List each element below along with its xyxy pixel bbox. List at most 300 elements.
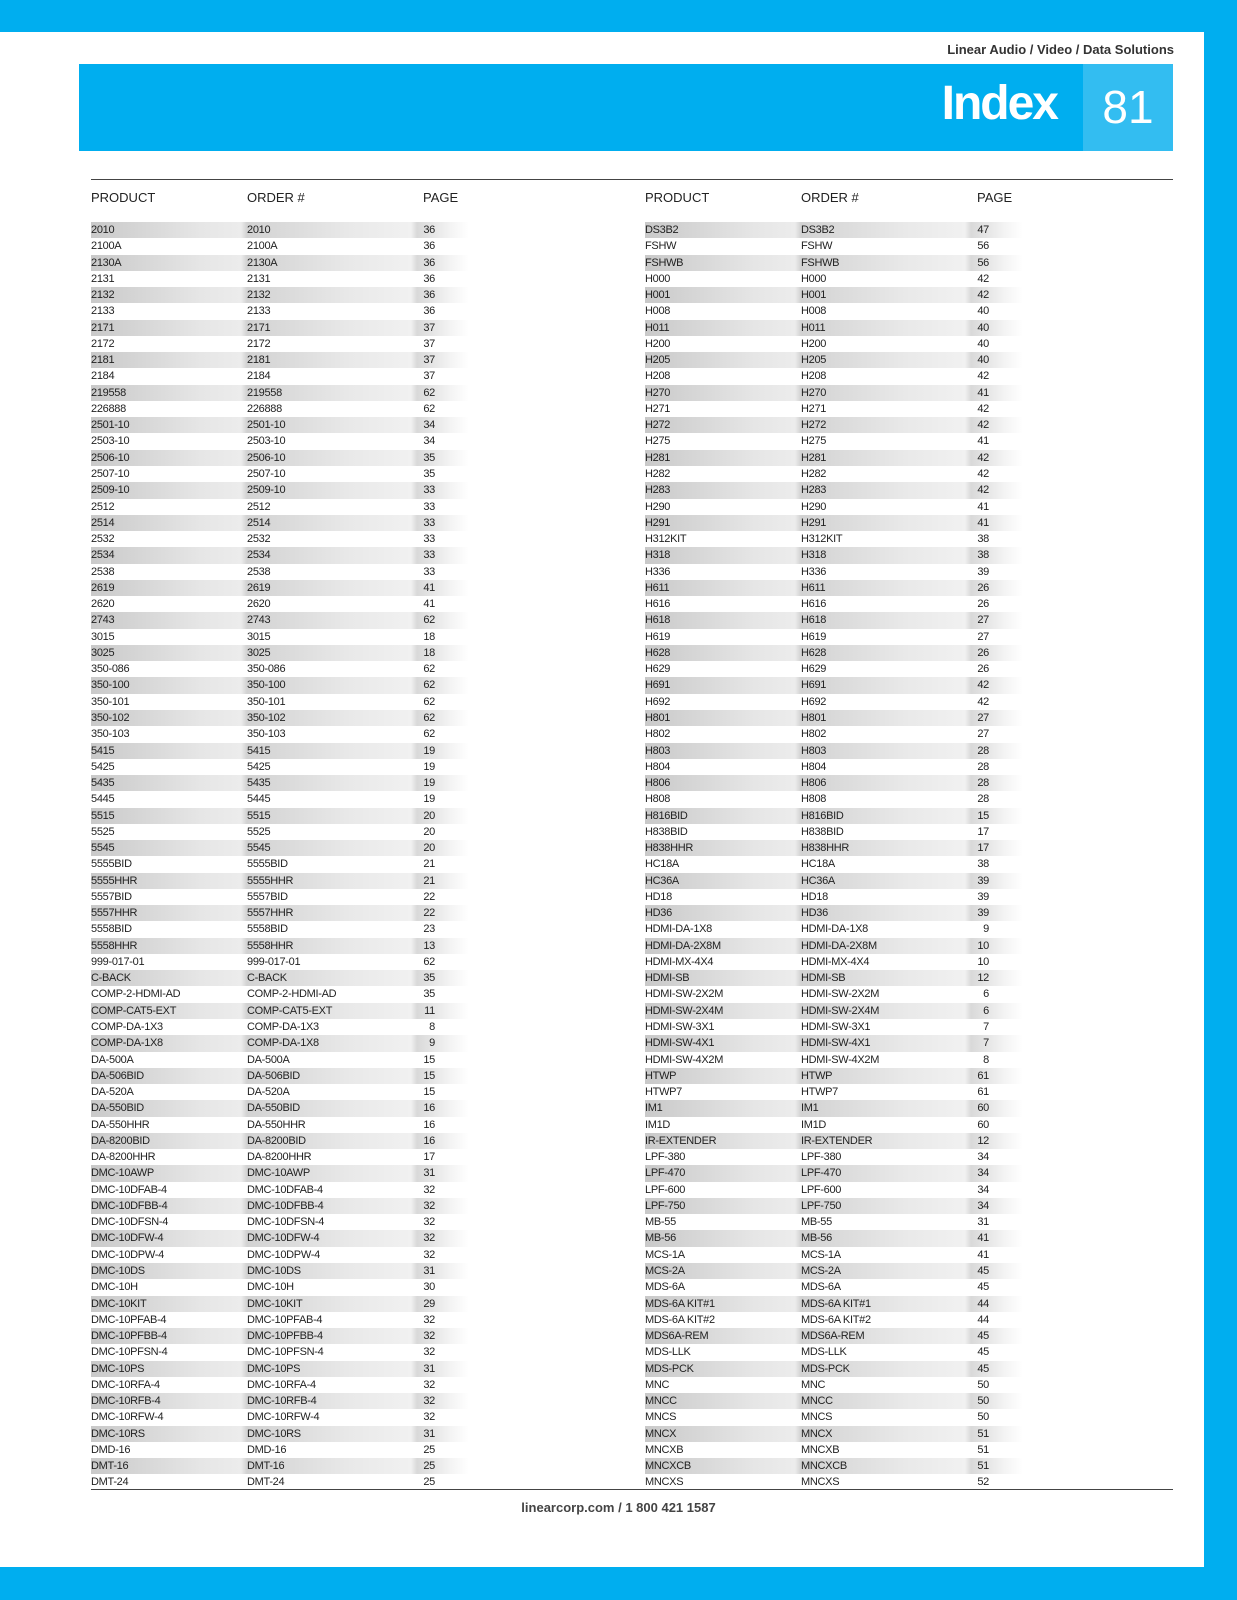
product-cell: 350-102 xyxy=(91,711,130,724)
product-cell: HDMI-SW-4X2M xyxy=(645,1053,724,1066)
product-cell: 2620 xyxy=(91,598,115,611)
table-row xyxy=(91,873,471,889)
page-cell: 32 xyxy=(423,1346,435,1359)
product-cell: COMP-DA-1X3 xyxy=(91,1021,163,1034)
order-cell: 5445 xyxy=(247,793,271,806)
order-cell: H008 xyxy=(801,305,827,318)
product-cell: DMC-10DFW-4 xyxy=(91,1232,164,1245)
table-header xyxy=(91,190,471,212)
table-row xyxy=(645,1100,1025,1116)
order-cell: H616 xyxy=(801,598,827,611)
page-cell: 50 xyxy=(977,1378,989,1391)
table-row xyxy=(645,1263,1025,1279)
order-cell: DMC-10RFB-4 xyxy=(247,1395,317,1408)
product-cell: COMP-2-HDMI-AD xyxy=(91,988,181,1001)
page-cell: 19 xyxy=(423,793,435,806)
page-cell: 34 xyxy=(423,435,435,448)
table-row xyxy=(645,1344,1025,1360)
product-cell: HD18 xyxy=(645,890,672,903)
product-cell: 2509-10 xyxy=(91,484,130,497)
order-cell: H692 xyxy=(801,695,827,708)
top-rule xyxy=(91,179,1173,180)
table-row xyxy=(91,612,471,628)
product-cell: DMC-10DPW-4 xyxy=(91,1248,164,1261)
order-cell: 350-086 xyxy=(247,663,286,676)
table-row xyxy=(645,238,1025,254)
order-cell: MNCC xyxy=(801,1395,833,1408)
order-cell: 2509-10 xyxy=(247,484,286,497)
product-cell: 5425 xyxy=(91,760,115,773)
product-cell: 2514 xyxy=(91,516,115,529)
product-cell: 2130A xyxy=(91,256,122,269)
order-cell: HDMI-SW-2X4M xyxy=(801,1004,880,1017)
product-cell: 2538 xyxy=(91,565,115,578)
order-cell: 350-100 xyxy=(247,679,286,692)
order-cell: 5515 xyxy=(247,809,271,822)
page-cell: 44 xyxy=(977,1313,989,1326)
product-cell: 2507-10 xyxy=(91,467,130,480)
order-cell: HDMI-SW-2X2M xyxy=(801,988,880,1001)
page-cell: 32 xyxy=(423,1248,435,1261)
page-cell: 21 xyxy=(423,858,435,871)
order-cell: 2501-10 xyxy=(247,419,286,432)
table-row xyxy=(645,450,1025,466)
product-cell: LPF-470 xyxy=(645,1167,686,1180)
page-cell: 32 xyxy=(423,1313,435,1326)
page-cell: 17 xyxy=(977,825,989,838)
order-cell: LPF-380 xyxy=(801,1151,842,1164)
page-cell: 42 xyxy=(977,402,989,415)
page-cell: 31 xyxy=(423,1265,435,1277)
product-cell: DMC-10PS xyxy=(91,1362,145,1375)
order-cell: 2132 xyxy=(247,289,271,302)
table-row xyxy=(645,531,1025,547)
order-cell: DA-520A xyxy=(247,1086,290,1099)
product-cell: MNC xyxy=(645,1378,670,1391)
order-column-header: ORDER # xyxy=(247,190,305,205)
table-row xyxy=(645,401,1025,417)
product-cell: HC36A xyxy=(645,874,679,887)
page-cell: 37 xyxy=(423,337,435,350)
order-cell: DMC-10DFSN-4 xyxy=(247,1216,325,1229)
order-cell: H804 xyxy=(801,760,827,773)
table-row xyxy=(91,905,471,921)
order-cell: DMC-10KIT xyxy=(247,1297,303,1310)
table-row xyxy=(91,385,471,401)
product-cell: DMC-10AWP xyxy=(91,1167,154,1180)
page-cell: 28 xyxy=(977,744,989,757)
order-cell: HDMI-SB xyxy=(801,972,846,985)
product-cell: MNCXB xyxy=(645,1443,684,1456)
table-row xyxy=(645,645,1025,661)
order-cell: H283 xyxy=(801,484,827,497)
order-cell: DA-500A xyxy=(247,1053,290,1066)
table-row xyxy=(91,938,471,954)
table-row xyxy=(645,1084,1025,1100)
table-row xyxy=(645,1035,1025,1051)
order-cell: 2538 xyxy=(247,565,271,578)
page-cell: 37 xyxy=(423,354,435,367)
page-cell: 42 xyxy=(977,679,989,692)
table-row xyxy=(645,1198,1025,1214)
product-cell: H290 xyxy=(645,500,671,513)
order-cell: LPF-600 xyxy=(801,1183,842,1196)
order-cell: 2532 xyxy=(247,533,271,546)
page-cell: 42 xyxy=(977,484,989,497)
order-cell: 350-101 xyxy=(247,695,286,708)
table-row xyxy=(645,1003,1025,1019)
product-cell: 2184 xyxy=(91,370,115,383)
table-row xyxy=(645,336,1025,352)
order-cell: LPF-470 xyxy=(801,1167,842,1180)
product-cell: H808 xyxy=(645,793,671,806)
table-row xyxy=(91,759,471,775)
product-cell: H816BID xyxy=(645,809,688,822)
page-cell: 33 xyxy=(423,500,435,513)
page-cell: 6 xyxy=(983,988,989,1001)
order-cell: H629 xyxy=(801,663,827,676)
product-cell: 5525 xyxy=(91,825,115,838)
table-row xyxy=(645,873,1025,889)
order-cell: COMP-DA-1X8 xyxy=(247,1037,319,1050)
product-cell: DMC-10DFAB-4 xyxy=(91,1183,167,1196)
product-cell: LPF-380 xyxy=(645,1151,686,1164)
product-cell: IR-EXTENDER xyxy=(645,1134,717,1147)
product-cell: DMC-10RFW-4 xyxy=(91,1411,164,1424)
product-cell: H318 xyxy=(645,549,671,562)
page-cell: 8 xyxy=(429,1021,435,1034)
table-row xyxy=(91,1409,471,1425)
index-table-left xyxy=(91,190,471,1491)
order-cell: H000 xyxy=(801,272,827,285)
table-row xyxy=(645,1279,1025,1295)
table-row xyxy=(91,791,471,807)
table-row xyxy=(91,368,471,384)
table-row xyxy=(91,970,471,986)
page-cell: 41 xyxy=(977,1248,989,1261)
product-cell: 5545 xyxy=(91,842,115,855)
index-table-right xyxy=(645,190,1025,1491)
order-cell: 5435 xyxy=(247,777,271,790)
order-cell: H618 xyxy=(801,614,827,627)
table-row xyxy=(91,450,471,466)
page-cell: 25 xyxy=(423,1460,435,1473)
product-cell: DA-550HHR xyxy=(91,1118,150,1131)
table-row xyxy=(645,1361,1025,1377)
product-cell: MB-56 xyxy=(645,1232,676,1245)
page-cell: 10 xyxy=(977,939,989,952)
page-cell: 7 xyxy=(983,1037,989,1050)
table-row xyxy=(91,954,471,970)
order-cell: DMD-16 xyxy=(247,1443,287,1456)
order-cell: H272 xyxy=(801,419,827,432)
page-cell: 13 xyxy=(423,939,435,952)
order-cell: MDS-6A xyxy=(801,1281,841,1294)
page-cell: 41 xyxy=(977,435,989,448)
page-cell: 18 xyxy=(423,646,435,659)
order-cell: 2512 xyxy=(247,500,271,513)
table-row xyxy=(91,726,471,742)
page-cell: 40 xyxy=(977,354,989,367)
page-cell: 50 xyxy=(977,1411,989,1424)
order-cell: LPF-750 xyxy=(801,1199,842,1212)
table-row xyxy=(91,401,471,417)
page-cell: 51 xyxy=(977,1460,989,1473)
order-cell: 2130A xyxy=(247,256,278,269)
product-cell: LPF-750 xyxy=(645,1199,686,1212)
table-row xyxy=(91,921,471,937)
order-cell: MNCXB xyxy=(801,1443,840,1456)
product-cell: 2010 xyxy=(91,224,115,236)
product-cell: 350-086 xyxy=(91,663,130,676)
product-cell: DMC-10RFB-4 xyxy=(91,1395,161,1408)
order-cell: COMP-2-HDMI-AD xyxy=(247,988,337,1001)
order-cell: DA-8200HHR xyxy=(247,1151,312,1164)
page-cell: 47 xyxy=(977,224,989,236)
table-row xyxy=(645,889,1025,905)
table-row xyxy=(645,385,1025,401)
product-cell: 5415 xyxy=(91,744,115,757)
product-cell: MDS-6A KIT#2 xyxy=(645,1313,715,1326)
order-cell: DMC-10AWP xyxy=(247,1167,310,1180)
product-cell: 350-103 xyxy=(91,728,130,741)
page-cell: 26 xyxy=(977,663,989,676)
order-cell: 2010 xyxy=(247,224,271,236)
product-cell: H803 xyxy=(645,744,671,757)
table-row xyxy=(91,1084,471,1100)
order-cell: 2133 xyxy=(247,305,271,318)
table-row xyxy=(645,1312,1025,1328)
table-row xyxy=(645,1052,1025,1068)
product-cell: H802 xyxy=(645,728,671,741)
page-cell: 28 xyxy=(977,760,989,773)
table-row xyxy=(91,1052,471,1068)
table-row xyxy=(91,1377,471,1393)
order-cell: 2181 xyxy=(247,354,271,367)
page-cell: 32 xyxy=(423,1330,435,1343)
product-cell: HDMI-SW-4X1 xyxy=(645,1037,715,1050)
table-row xyxy=(91,303,471,319)
page-cell: 50 xyxy=(977,1395,989,1408)
product-cell: 5515 xyxy=(91,809,115,822)
order-column-header: ORDER # xyxy=(801,190,859,205)
page-cell: 40 xyxy=(977,305,989,318)
table-row xyxy=(645,629,1025,645)
order-cell: DMC-10PFSN-4 xyxy=(247,1346,324,1359)
order-cell: DMC-10PS xyxy=(247,1362,301,1375)
product-cell: COMP-DA-1X8 xyxy=(91,1037,163,1050)
order-cell: HDMI-DA-1X8 xyxy=(801,923,868,936)
tagline: Linear Audio / Video / Data Solutions xyxy=(947,42,1174,57)
page-cell: 31 xyxy=(423,1167,435,1180)
table-row xyxy=(91,645,471,661)
page-number: 81 xyxy=(1083,64,1173,151)
order-cell: DMC-10DFAB-4 xyxy=(247,1183,323,1196)
table-row xyxy=(645,1068,1025,1084)
table-row xyxy=(91,1458,471,1474)
page-cell: 41 xyxy=(977,516,989,529)
page-cell: 52 xyxy=(977,1476,989,1489)
table-row xyxy=(645,368,1025,384)
table-row xyxy=(91,531,471,547)
product-cell: 350-101 xyxy=(91,695,130,708)
order-cell: H802 xyxy=(801,728,827,741)
order-cell: COMP-CAT5-EXT xyxy=(247,1004,333,1017)
page-cell: 62 xyxy=(423,728,435,741)
page-cell: 7 xyxy=(983,1021,989,1034)
order-cell: IM1 xyxy=(801,1102,819,1115)
page-cell: 22 xyxy=(423,907,435,920)
table-row xyxy=(645,726,1025,742)
product-cell: 999-017-01 xyxy=(91,955,145,968)
order-cell: H336 xyxy=(801,565,827,578)
product-cell: H291 xyxy=(645,516,671,529)
product-cell: H801 xyxy=(645,711,671,724)
page-cell: 45 xyxy=(977,1281,989,1294)
page-cell: 32 xyxy=(423,1378,435,1391)
page-cell: 36 xyxy=(423,256,435,269)
table-row xyxy=(91,433,471,449)
product-cell: MCS-2A xyxy=(645,1265,685,1277)
table-row xyxy=(645,1409,1025,1425)
table-row xyxy=(645,759,1025,775)
page-cell: 12 xyxy=(977,972,989,985)
product-cell: 219558 xyxy=(91,386,126,399)
order-cell: H271 xyxy=(801,402,827,415)
order-cell: HDMI-DA-2X8M xyxy=(801,939,877,952)
product-cell: MB-55 xyxy=(645,1216,676,1229)
product-cell: DMT-16 xyxy=(91,1460,129,1473)
order-cell: H619 xyxy=(801,630,827,643)
page-cell: 27 xyxy=(977,711,989,724)
order-cell: H281 xyxy=(801,451,827,464)
table-row xyxy=(645,466,1025,482)
order-cell: MDS6A-REM xyxy=(801,1330,865,1343)
product-cell: DMT-24 xyxy=(91,1476,129,1489)
order-cell: DMC-10PFBB-4 xyxy=(247,1330,323,1343)
product-cell: 2506-10 xyxy=(91,451,130,464)
order-cell: 5557BID xyxy=(247,890,288,903)
product-cell: H806 xyxy=(645,777,671,790)
table-row xyxy=(91,856,471,872)
table-row xyxy=(645,417,1025,433)
page-cell: 41 xyxy=(977,1232,989,1245)
order-cell: HD36 xyxy=(801,907,828,920)
product-cell: H804 xyxy=(645,760,671,773)
page-cell: 15 xyxy=(423,1086,435,1099)
table-row xyxy=(645,287,1025,303)
product-cell: H611 xyxy=(645,581,670,594)
page-cell: 42 xyxy=(977,451,989,464)
order-cell: MDS-6A KIT#2 xyxy=(801,1313,871,1326)
order-cell: H200 xyxy=(801,337,827,350)
page-cell: 15 xyxy=(977,809,989,822)
table-row xyxy=(645,856,1025,872)
page-cell: 6 xyxy=(983,1004,989,1017)
table-row xyxy=(645,921,1025,937)
product-cell: MNCS xyxy=(645,1411,677,1424)
table-row xyxy=(91,352,471,368)
page-cell: 41 xyxy=(977,500,989,513)
page-cell: 28 xyxy=(977,777,989,790)
order-cell: MCS-1A xyxy=(801,1248,841,1261)
page-cell: 32 xyxy=(423,1411,435,1424)
page-cell: 9 xyxy=(983,923,989,936)
table-row xyxy=(645,808,1025,824)
table-row xyxy=(91,743,471,759)
table-row xyxy=(645,905,1025,921)
table-row xyxy=(91,1328,471,1344)
table-row xyxy=(91,1198,471,1214)
product-cell: H618 xyxy=(645,614,671,627)
page-cell: 35 xyxy=(423,451,435,464)
table-row xyxy=(91,986,471,1002)
page-cell: 62 xyxy=(423,386,435,399)
page-cell: 35 xyxy=(423,972,435,985)
table-row xyxy=(91,466,471,482)
order-cell: MNCX xyxy=(801,1427,833,1440)
order-cell: H275 xyxy=(801,435,827,448)
product-cell: H008 xyxy=(645,305,671,318)
table-row xyxy=(645,661,1025,677)
order-cell: HC36A xyxy=(801,874,835,887)
page-cell: 21 xyxy=(423,874,435,887)
page-cell: 33 xyxy=(423,516,435,529)
order-cell: HD18 xyxy=(801,890,828,903)
page-cell: 34 xyxy=(423,419,435,432)
table-row xyxy=(645,938,1025,954)
page-cell: 12 xyxy=(977,1134,989,1147)
page-cell: 10 xyxy=(977,955,989,968)
page-cell: 40 xyxy=(977,321,989,334)
order-cell: H838HHR xyxy=(801,842,850,855)
order-cell: H001 xyxy=(801,289,827,302)
table-row xyxy=(91,1296,471,1312)
page-cell: 62 xyxy=(423,711,435,724)
product-cell: 5558HHR xyxy=(91,939,138,952)
page-cell: 51 xyxy=(977,1427,989,1440)
order-cell: 5558HHR xyxy=(247,939,294,952)
order-cell: 2743 xyxy=(247,614,271,627)
product-cell: H838BID xyxy=(645,825,688,838)
product-cell: MDS-6A xyxy=(645,1281,685,1294)
product-cell: 2534 xyxy=(91,549,115,562)
product-cell: DMC-10H xyxy=(91,1281,138,1294)
product-cell: HDMI-SW-2X2M xyxy=(645,988,724,1001)
table-row xyxy=(91,287,471,303)
table-row xyxy=(91,222,471,238)
page-cell: 56 xyxy=(977,240,989,253)
page-cell: 56 xyxy=(977,256,989,269)
page-cell: 26 xyxy=(977,598,989,611)
product-cell: 5445 xyxy=(91,793,115,806)
order-cell: H816BID xyxy=(801,809,844,822)
table-row xyxy=(645,222,1025,238)
order-cell: 3025 xyxy=(247,646,271,659)
page-cell: 34 xyxy=(977,1199,989,1212)
product-cell: MNCXCB xyxy=(645,1460,691,1473)
table-row xyxy=(645,547,1025,563)
order-cell: 350-102 xyxy=(247,711,286,724)
page-cell: 41 xyxy=(423,598,435,611)
order-cell: H628 xyxy=(801,646,827,659)
table-row xyxy=(91,271,471,287)
table-row xyxy=(91,710,471,726)
top-frame-bar xyxy=(0,0,1237,32)
product-cell: DMC-10PFSN-4 xyxy=(91,1346,168,1359)
page-cell: 34 xyxy=(977,1151,989,1164)
page-cell: 19 xyxy=(423,777,435,790)
